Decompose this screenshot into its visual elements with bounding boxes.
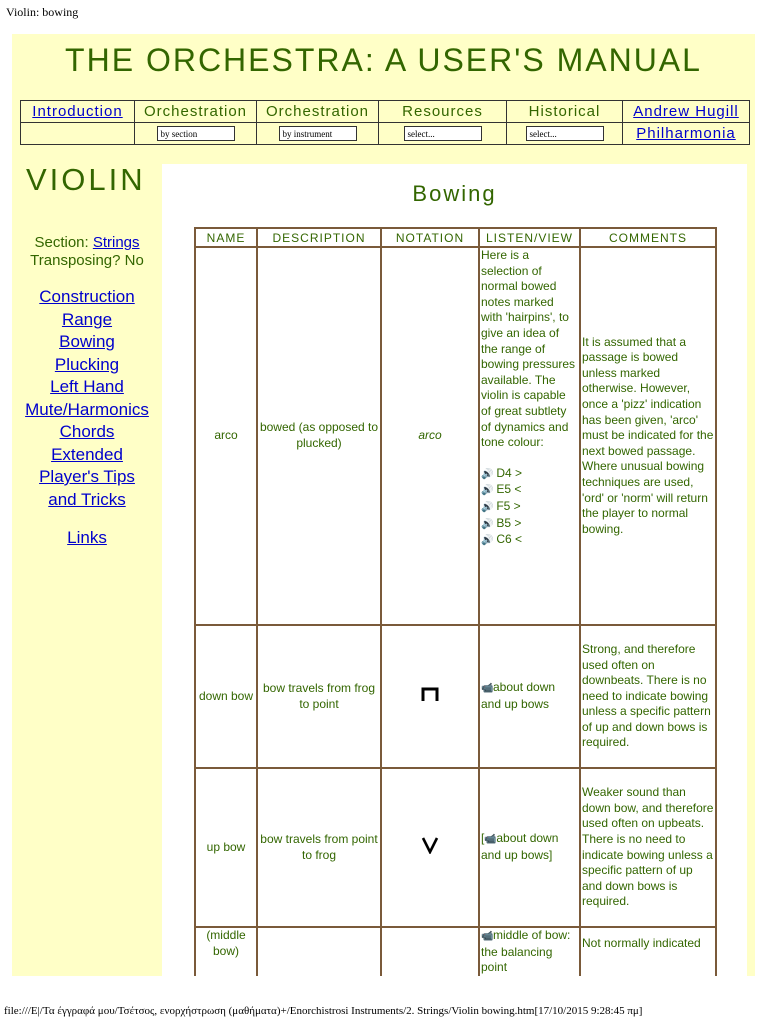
up-bow-symbol-icon	[420, 836, 440, 854]
nav-select-cell	[135, 123, 257, 145]
audio-item[interactable]: 🔊 B5 >	[481, 516, 578, 533]
cell-name: (middle bow)	[195, 927, 257, 976]
cell-comments: Strong, and therefore used often on downbeats. There is no need to indicate bowing unless a specific pattern of up and down bows is required.	[580, 625, 716, 768]
page-frame	[12, 34, 755, 976]
section-strings-link[interactable]: Strings	[92, 234, 140, 251]
speaker-icon[interactable]: 🔊	[481, 535, 494, 547]
nav-select-cell	[507, 123, 623, 145]
main-content	[162, 164, 747, 976]
cell-notation	[381, 768, 479, 927]
cell-notation	[381, 927, 479, 976]
sidebar-link-range[interactable]: Range	[61, 309, 113, 329]
column-header-listen-view: LISTEN/VIEW	[479, 228, 580, 247]
bowing-table	[194, 227, 717, 976]
nav-andrew-hugill[interactable]	[623, 101, 750, 123]
file-path-footer: file:///E|/Τα έγγραφά μου/Τσέτσος, ενορχήστρωση (μαθήματα)+/Enorchistrosi Instruments/2. Strings/Violin bowing.htm[17/10/2015 9:28:45 πμ]	[4, 1005, 643, 1017]
instrument-title: VIOLIN	[26, 162, 146, 197]
sidebar-gap	[12, 511, 162, 527]
column-header-notation: NOTATION	[381, 228, 479, 247]
listen-description: Here is a selection of normal bowed notes marked with 'hairpins', to give an idea of the range of bowing pressures available. The violin is capable of great subtlety of dynamics and tone colour:	[481, 248, 576, 450]
video-camera-icon[interactable]: 📹	[484, 834, 497, 846]
audio-item[interactable]: 🔊 D4 >	[481, 466, 578, 483]
sidebar-link-construction[interactable]: Construction	[39, 287, 135, 306]
audio-item[interactable]: 🔊 F5 >	[481, 499, 578, 516]
nav-resources-header: Resources	[379, 101, 507, 123]
cell-name: arco	[195, 247, 257, 625]
audio-item[interactable]: 🔊 E5 <	[481, 482, 578, 499]
nav-select-cell	[257, 123, 379, 145]
nav-orchestration-by-section-header: Orchestration	[135, 101, 257, 123]
cell-listen-view	[479, 247, 580, 625]
sidebar-nav	[12, 286, 162, 550]
nav-empty-cell	[21, 123, 135, 145]
table-row-up-bow	[195, 768, 716, 927]
cell-listen-view: 📹middle of bow: the balancing point	[479, 927, 580, 976]
sidebar-link-players-tips[interactable]: Player's Tips	[39, 467, 135, 486]
cell-comments: It is assumed that a passage is bowed unless marked otherwise. However, once a 'pizz' indication has been given, 'arco' must be indicated for the next bowed passage. Where unusual bowing techniques are used, 'ord' or 'norm' will return the player to normal bowing.	[580, 247, 716, 625]
audio-item[interactable]: 🔊 C6 <	[481, 532, 578, 549]
table-row-middle-bow	[195, 927, 716, 976]
sidebar-link-chords[interactable]: Chords	[59, 422, 115, 441]
cell-description: bowed (as opposed to plucked)	[257, 247, 381, 625]
nav-orchestration-by-instrument-header: Orchestration	[257, 101, 379, 123]
section-line	[12, 234, 162, 251]
table-row-arco	[195, 247, 716, 625]
video-camera-icon[interactable]: 📹	[481, 683, 494, 695]
table-row-down-bow	[195, 625, 716, 768]
sidebar-link-links[interactable]: Links	[67, 528, 107, 547]
page-heading: Bowing	[412, 181, 497, 206]
cell-notation	[381, 625, 479, 768]
speaker-icon[interactable]: 🔊	[481, 501, 494, 513]
cell-comments: Weaker sound than down bow, and therefore used often on upbeats. There is no need to indicate bowing unless a specific pattern of up and down bows is required.	[580, 768, 716, 927]
video-camera-icon[interactable]: 📹	[481, 931, 494, 942]
column-header-description: DESCRIPTION	[257, 228, 381, 247]
cell-listen-view: 📹about down and up bows	[479, 625, 580, 768]
speaker-icon[interactable]: 🔊	[481, 518, 494, 530]
cell-name: up bow	[195, 768, 257, 927]
sidebar-link-plucking[interactable]: Plucking	[54, 354, 120, 374]
section-label: Section:	[34, 234, 89, 251]
sidebar-link-and-tricks[interactable]: and Tricks	[48, 489, 126, 509]
cell-notation: arco	[381, 247, 479, 625]
sidebar-link-mute-harmonics[interactable]: Mute/Harmonics	[25, 399, 149, 419]
nav-andrew-hugill-link[interactable]: Andrew Hugill	[633, 103, 739, 120]
nav-select-cell	[379, 123, 507, 145]
sidebar-link-left-hand[interactable]: Left Hand	[50, 377, 124, 396]
table-header-row	[195, 228, 716, 247]
speaker-icon[interactable]: 🔊	[481, 468, 494, 480]
cell-description: bow travels from frog to point	[257, 625, 381, 768]
cell-description: bow travels from point to frog	[257, 768, 381, 927]
column-header-name: NAME	[195, 228, 257, 247]
sidebar-link-extended[interactable]: Extended	[51, 444, 123, 464]
nav-historical-header: Historical	[507, 101, 623, 123]
resources-select[interactable]: select...	[404, 126, 482, 141]
by-section-select[interactable]: by section	[157, 126, 235, 141]
cell-name: down bow	[195, 625, 257, 768]
nav-introduction[interactable]	[21, 101, 135, 123]
down-bow-symbol-icon	[420, 686, 440, 702]
cell-comments: Not normally indicated	[580, 927, 716, 976]
site-title: THE ORCHESTRA: A USER'S MANUAL	[65, 42, 702, 78]
transposing-line: Transposing? No	[30, 252, 144, 269]
nav-introduction-link[interactable]: Introduction	[32, 103, 123, 120]
by-instrument-select[interactable]: by instrument	[279, 126, 357, 141]
speaker-icon[interactable]: 🔊	[481, 485, 494, 497]
historical-select[interactable]: select...	[526, 126, 604, 141]
nav-philharmonia-link[interactable]: Philharmonia	[636, 125, 736, 142]
cell-description	[257, 927, 381, 976]
document-title: Violin: bowing	[6, 5, 79, 19]
cell-listen-view: [📹about down and up bows]	[479, 768, 580, 927]
sidebar-link-bowing[interactable]: Bowing	[59, 332, 115, 351]
nav-philharmonia[interactable]	[623, 123, 750, 145]
top-navigation	[20, 100, 750, 145]
column-header-comments: COMMENTS	[580, 228, 716, 247]
